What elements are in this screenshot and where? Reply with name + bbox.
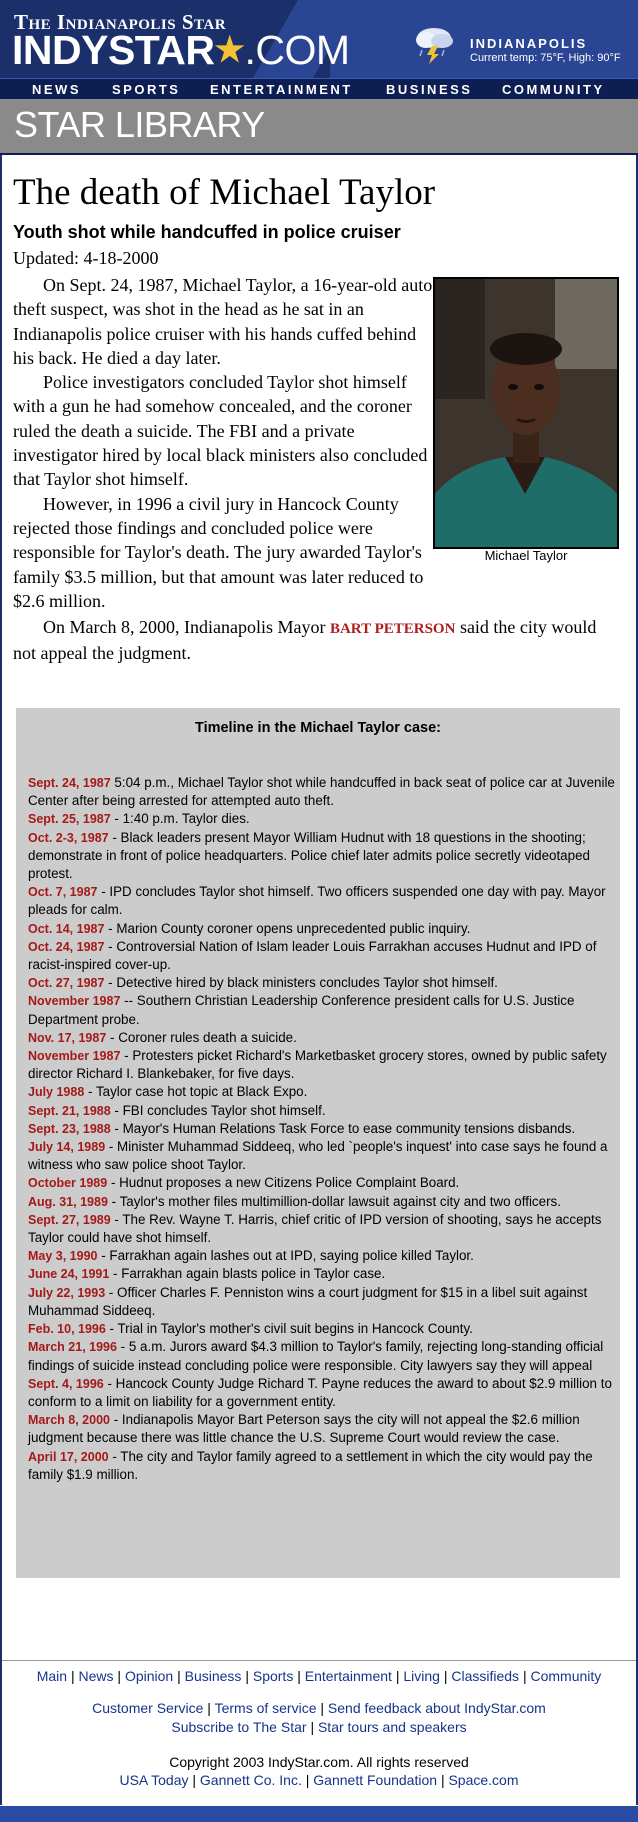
timeline-item: [28, 1320, 618, 1338]
timeline-date: April 17, 2000: [28, 1449, 109, 1464]
timeline-list: [28, 774, 618, 1484]
timeline-box: [16, 708, 620, 1578]
footer-separator: |: [320, 1700, 325, 1716]
timeline-date: Oct. 27, 1987: [28, 976, 105, 991]
timeline-date: June 24, 1991: [28, 1267, 110, 1282]
timeline-item: [28, 1083, 618, 1101]
thunderstorm-cloud-icon[interactable]: [412, 24, 456, 64]
footer-separator: |: [207, 1700, 211, 1716]
footer-link-customer-service[interactable]: Customer Service: [92, 1700, 204, 1716]
timeline-date: Sept. 4, 1996: [28, 1376, 104, 1391]
timeline-date: November 1987: [28, 1049, 121, 1064]
footer-separator: |: [297, 1668, 301, 1684]
nav-item-entertainment[interactable]: ENTERTAINMENT: [210, 82, 353, 97]
timeline-date: Feb. 10, 1996: [28, 1322, 106, 1337]
nav-item-business[interactable]: BUSINESS: [386, 82, 473, 97]
nav-item-community[interactable]: COMMUNITY: [502, 82, 605, 97]
timeline-text: - Farrakhan again blasts police in Taylor case.: [109, 1266, 386, 1282]
footer-separator: |: [177, 1668, 181, 1684]
paper-name[interactable]: The Indianapolis Star: [14, 10, 227, 34]
timeline-date: July 14, 1989: [28, 1140, 106, 1155]
footer-subscribe-links: [0, 1719, 638, 1735]
article-paragraph: However, in 1996 a civil jury in Hancock County rejected those findings and concluded police were responsible for Taylor's death. The jury awarded Taylor's family $3.5 million, but that amount was later reduced to $2.6 million.: [13, 493, 424, 611]
weather-city[interactable]: INDIANAPOLIS: [470, 36, 588, 51]
footer-link-send-feedback-about-indystar-com[interactable]: Send feedback about IndyStar.com: [327, 1700, 546, 1716]
timeline-date: Aug. 31, 1989: [28, 1194, 108, 1209]
timeline-text: - 1:40 p.m. Taylor dies.: [110, 811, 250, 827]
masthead: [0, 0, 638, 78]
timeline-date: May 3, 1990: [28, 1249, 98, 1264]
timeline-item: [28, 1047, 618, 1083]
timeline-text: - Coroner rules death a suicide.: [106, 1029, 297, 1045]
footer-link-opinion[interactable]: Opinion: [124, 1668, 174, 1684]
timeline-item: [28, 1120, 618, 1138]
footer-link-living[interactable]: Living: [403, 1668, 440, 1684]
timeline-item: [28, 1174, 618, 1192]
timeline-item: [28, 1211, 618, 1247]
footer-link-star-tours-and-speakers[interactable]: Star tours and speakers: [317, 1719, 467, 1735]
timeline-item: [28, 1411, 618, 1447]
timeline-date: July 22, 1993: [28, 1285, 106, 1300]
timeline-date: Sept. 23, 1988: [28, 1121, 111, 1136]
logo-star-icon: ★: [214, 31, 245, 69]
footer-separator: |: [310, 1719, 315, 1735]
timeline-date: Sept. 21, 1988: [28, 1103, 111, 1118]
footer-link-business[interactable]: Business: [184, 1668, 242, 1684]
photo-caption: Michael Taylor: [484, 548, 568, 563]
timeline-item: [28, 992, 618, 1028]
footer-link-news[interactable]: News: [78, 1668, 114, 1684]
timeline-item: [28, 1338, 618, 1374]
footer-service-links: [0, 1700, 638, 1716]
timeline-date: Sept. 25, 1987: [28, 812, 111, 827]
timeline-text: - FBI concludes Taylor shot himself.: [110, 1102, 326, 1118]
timeline-text: - Officer Charles F. Penniston wins a court judgment for $15 in a libel suit against Muhammad Siddeeq.: [28, 1284, 588, 1318]
timeline-date: Oct. 2-3, 1987: [28, 830, 109, 845]
timeline-item: [28, 774, 618, 810]
footer-separator: |: [440, 1772, 445, 1788]
timeline-text: - IPD concludes Taylor shot himself. Two officers suspended one day with pay. Mayor pleads for calm.: [28, 884, 606, 918]
timeline-text: - The city and Taylor family agreed to a settlement in which the city would pay the family $1.9 million.: [28, 1448, 593, 1482]
footer-separator: |: [70, 1668, 75, 1684]
timeline-date: March 8, 2000: [28, 1413, 110, 1428]
timeline-date: Sept. 27, 1989: [28, 1212, 111, 1227]
footer-link-space-com[interactable]: Space.com: [448, 1772, 519, 1788]
site-logo[interactable]: [12, 28, 350, 75]
timeline-text: - Hudnut proposes a new Citizens Police Complaint Board.: [107, 1175, 460, 1191]
footer-link-terms-of-service[interactable]: Terms of service: [214, 1700, 317, 1716]
timeline-date: Oct. 7, 1987: [28, 885, 98, 900]
bottom-bar: [0, 1806, 638, 1822]
footer-link-main[interactable]: Main: [36, 1668, 68, 1684]
timeline-item: [28, 1247, 618, 1265]
footer-link-gannett-co-inc[interactable]: Gannett Co. Inc.: [199, 1772, 302, 1788]
copyright-text: Copyright 2003 IndyStar.com. All rights reserved: [169, 1754, 469, 1770]
timeline-date: October 1989: [28, 1176, 108, 1191]
timeline-text: - Taylor case hot topic at Black Expo.: [84, 1084, 308, 1100]
timeline-text: - 5 a.m. Jurors award $4.3 million to Taylor's family, rejecting long-standing official findings of suicide instead concluding police were responsible. City lawyers say they will appeal: [28, 1339, 604, 1373]
timeline-text: -- Southern Christian Leadership Conference president calls for U.S. Justice Department probe.: [28, 993, 575, 1027]
timeline-date: November 1987: [28, 994, 121, 1009]
footer-link-sports[interactable]: Sports: [252, 1668, 294, 1684]
timeline-text: - Trial in Taylor's mother's civil suit begins in Hancock County.: [105, 1321, 473, 1337]
timeline-text: 5:04 p.m., Michael Taylor shot while handcuffed in back seat of police car at Juvenile Center after being arrested for attempted auto theft.: [28, 775, 615, 809]
timeline-item: [28, 829, 618, 884]
timeline-text: - Black leaders present Mayor William Hudnut with 18 questions in the shooting; demonstrate in front of police headquarters. Police chief later admits police secretly videotaped protest.: [28, 829, 590, 882]
bart-peterson-link[interactable]: BART PETERSON: [329, 621, 456, 637]
main-nav: [0, 78, 638, 99]
article-body: [13, 273, 433, 613]
site-name: INDYSTAR: [12, 27, 215, 73]
timeline-text: - Controversial Nation of Islam leader Louis Farrakhan accuses Hudnut and IPD of racist-inspired cover-up.: [28, 938, 597, 973]
footer-partner-links: [0, 1772, 638, 1788]
section-header: [0, 99, 638, 155]
section-title: STAR LIBRARY: [14, 104, 265, 145]
footer-separator: |: [192, 1772, 197, 1788]
timeline-item: [28, 883, 618, 919]
timeline-text: - Farrakhan again lashes out at IPD, saying police killed Taylor.: [97, 1248, 474, 1264]
frame-left-border: [0, 155, 2, 1805]
article-photo: [433, 277, 619, 549]
timeline-item: [28, 974, 618, 992]
timeline-text: - Hancock County Judge Richard T. Payne reduces the award to about $2.9 million to conform to a limit on liability for a government entity.: [28, 1375, 612, 1409]
timeline-item: [28, 938, 618, 974]
timeline-date: March 21, 1996: [28, 1340, 117, 1355]
footer-link-classifieds[interactable]: Classifieds: [451, 1668, 520, 1684]
timeline-text: - Mayor's Human Relations Task Force to ease community tensions disbands.: [110, 1120, 576, 1136]
timeline-item: [28, 1029, 618, 1047]
timeline-text: - Minister Muhammad Siddeeq, who led `people's inquest' into case says he found a witness who saw police shoot Taylor.: [28, 1139, 608, 1173]
paragraph-text: said the city would not appeal the judgment.: [13, 617, 597, 664]
timeline-title: Timeline in the Michael Taylor case:: [194, 720, 442, 736]
weather-temperature: Current temp: 75°F, High: 90°F: [470, 52, 621, 64]
article-headline: The death of Michael Taylor: [13, 172, 436, 213]
timeline-item: [28, 920, 618, 938]
nav-item-news[interactable]: NEWS: [32, 82, 81, 97]
timeline-item: [28, 1265, 618, 1283]
footer-divider: [2, 1660, 636, 1661]
timeline-text: - Indianapolis Mayor Bart Peterson says the city will not appeal the $2.6 million judgment because there was little chance the U.S. Supreme Court would review the case.: [28, 1412, 580, 1446]
timeline-text: - Protesters picket Richard's Marketbasket grocery stores, owned by public safety director Richard I. Blankebaker, for five days.: [28, 1048, 607, 1082]
article-paragraph: Police investigators concluded Taylor shot himself with a gun he had somehow concealed, and the coroner ruled the death a suicide. The FBI and a private investigator hired by local black ministers also concluded that Taylor shot himself.: [13, 372, 428, 490]
footer-link-usa-today[interactable]: USA Today: [119, 1772, 189, 1788]
timeline-item: [28, 810, 618, 828]
footer-separator: |: [117, 1668, 122, 1684]
footer-link-subscribe-to-the-star[interactable]: Subscribe to The Star: [171, 1719, 307, 1735]
paragraph-text: On March 8, 2000, Indianapolis Mayor: [43, 617, 330, 637]
nav-item-sports[interactable]: SPORTS: [112, 82, 181, 97]
portrait-image: [435, 279, 617, 547]
footer-separator: |: [395, 1668, 400, 1684]
footer-separator: |: [245, 1668, 249, 1684]
article-updated-date: Updated: 4-18-2000: [13, 248, 159, 268]
timeline-date: Nov. 17, 1987: [28, 1030, 107, 1045]
timeline-item: [28, 1193, 618, 1211]
footer-separator: |: [443, 1668, 448, 1684]
timeline-text: - Marion County coroner opens unprecedented public inquiry.: [104, 920, 471, 936]
timeline-date: Oct. 24, 1987: [28, 939, 105, 954]
timeline-text: - Detective hired by black ministers concludes Taylor shot himself.: [104, 975, 498, 991]
footer-main-links: [0, 1668, 638, 1684]
footer-separator: |: [522, 1668, 527, 1684]
timeline-text: - Taylor's mother files multimillion-dollar lawsuit against city and two officers.: [107, 1193, 561, 1209]
timeline-text: - The Rev. Wayne T. Harris, chief critic of IPD version of shooting, says he accepts Taylor could have shot himself.: [28, 1211, 602, 1246]
timeline-item: [28, 1448, 618, 1484]
footer-link-entertainment[interactable]: Entertainment: [304, 1668, 392, 1684]
timeline-date: Sept. 24, 1987: [28, 776, 111, 790]
timeline-date: Oct. 14, 1987: [28, 921, 105, 936]
article-paragraph: On Sept. 24, 1987, Michael Taylor, a 16-year-old auto theft suspect, was shot in the head as he sat in an Indianapolis police cruiser with his hands cuffed behind his back. He died a day later.: [13, 275, 433, 368]
footer-separator: |: [305, 1772, 310, 1788]
timeline-item: [28, 1138, 618, 1174]
site-tld: .COM: [244, 27, 350, 73]
timeline-item: [28, 1102, 618, 1120]
article-paragraph: [13, 615, 613, 666]
footer-link-community[interactable]: Community: [530, 1668, 602, 1684]
footer-link-gannett-foundation[interactable]: Gannett Foundation: [313, 1772, 438, 1788]
timeline-item: [28, 1284, 618, 1320]
timeline-date: July 1988: [28, 1085, 85, 1100]
article-subhead: Youth shot while handcuffed in police cruiser: [13, 222, 401, 242]
timeline-item: [28, 1375, 618, 1411]
